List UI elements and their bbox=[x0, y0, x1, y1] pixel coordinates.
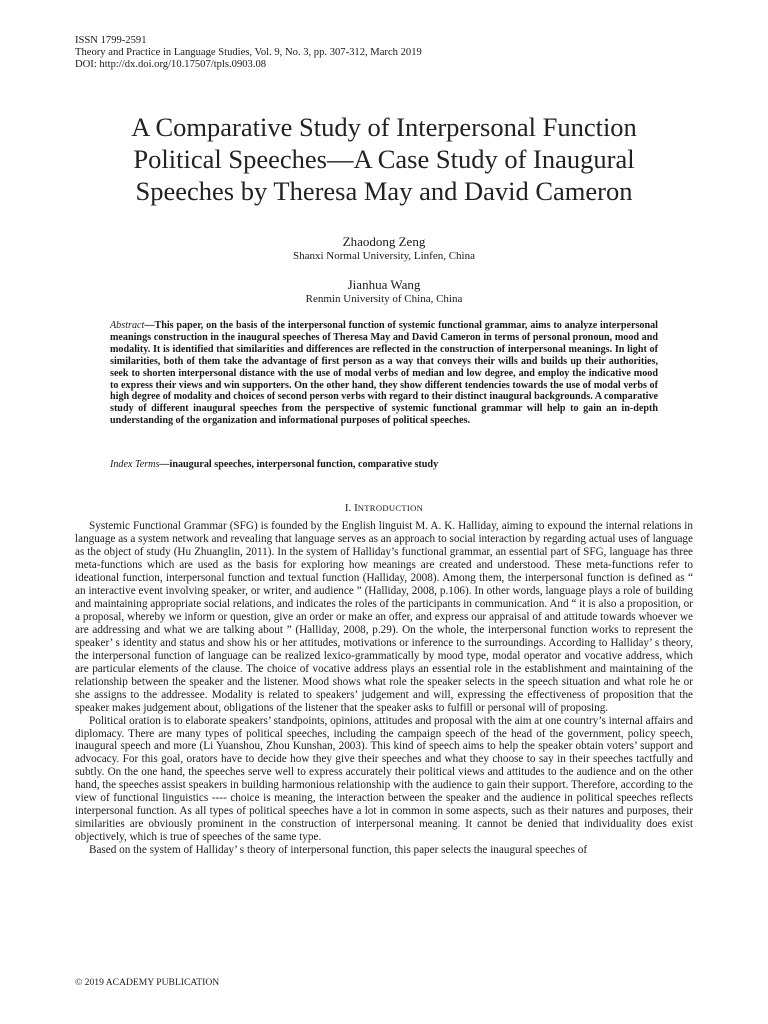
body-text bbox=[75, 520, 693, 857]
journal-citation-line: Theory and Practice in Language Studies, Vol. 9, No. 3, pp. 307-312, March 2019 bbox=[75, 47, 422, 58]
title-line: Political Speeches—A Case Study of Inaugural bbox=[133, 144, 635, 174]
section-number: I. bbox=[344, 502, 355, 514]
doi-line: DOI: http://dx.doi.org/10.17507/tpls.0903.08 bbox=[75, 59, 267, 70]
index-terms-label: Index Terms bbox=[110, 459, 160, 470]
abstract-label: Abstract bbox=[110, 320, 145, 331]
title-line: A Comparative Study of Interpersonal Function bbox=[131, 112, 637, 142]
body-paragraph: Political oration is to elaborate speakers’ standpoints, opinions, attitudes and proposal with the aim at one country’s internal affairs and diplomacy. There are many types of political speeches, including the campaign speech of the head of the government, policy speech, inaugural speech and more (Li Yuanshou, Zhou Kunshan, 2003). This kind of speech aims to help the speaker obtain voters’ support and advocacy. For this goal, orators have to decide how they give their speeches and what they choose to say in their speeches tactfully and subtly. On the one hand, the speeches serve well to express accurately their political views and attitudes to the audience and on the other hand, the speeches assist speakers in building harmonious relationship with the audience to gain their support. Therefore, according to the view of functional linguistics ---- choice is meaning, the interaction between the speaker and the audience in political speeches reflects interpersonal function. As all types of political speeches have a lot in common in some aspects, such as their natures and purposes, their similarities are obviously prominent in the construction of interpersonal meaning. It cannot be denied that individuality does exist objectively, which is true of speeches of the same type. bbox=[75, 714, 693, 844]
abstract-text: —This paper, on the basis of the interpersonal function of systemic functional grammar, aims to analyze interpersonal meanings construction in the inaugural speeches of Theresa May and David Cameron in terms of personal pronoun, mood and modality. It is identified that similarities and differences are reflected in the construction of interpersonal meanings. In light of similarities, both of them take the advantage of first person as a way that conveys their wills and builds up their authorities, seek to shorten interpersonal distance with the use of modal verbs of median and low degree, and employ the indicative mood to express their views and win supporters. On the other hand, they show different tendencies towards the use of modal verbs of high degree of modality and choices of second person verbs with regard to their distinct inaugural backgrounds. A comparative study of different inaugural speeches from the perspective of systemic functional grammar will help to gain an in-depth understanding of the organization and informational purposes of political speeches. bbox=[110, 320, 658, 427]
copyright-footer: © 2019 ACADEMY PUBLICATION bbox=[75, 977, 220, 988]
body-paragraph: Based on the system of Halliday’ s theory of interpersonal function, this paper selects the inaugural speeches of bbox=[89, 844, 588, 857]
author-name: Jianhua Wang bbox=[347, 277, 421, 292]
section-title-rest: NTRODUCTION bbox=[357, 503, 424, 513]
body-paragraph: Systemic Functional Grammar (SFG) is founded by the English linguist M. A. K. Halliday, aiming to expound the internal relations in language as a system network and revealing that language serves as an approach to social interaction by regarding actual uses of language as the object of study (Hu Zhuanglin, 2011). In the system of Halliday’s functional grammar, an essential part of SFG, language has three meta-functions which are used as the basis for exploring how meanings are created and understood. These meta-functions refer to ideational function, interpersonal function and textual function (Halliday, 2008). Among them, the interpersonal function is defined as “ an interactive event involving speaker, or writer, and audience ” (Halliday, 2008, p.106). In other words, language plays a role of building and maintaining appropriate social relations, and indicates the roles of the participants in communication. And “ it is also a proposition, or a proposal, whereby we inform or question, give an order or make an offer, and express our appraisal of and attitude towards whoever we are addressing and what we are talking about ” (Halliday, 2008, p.29). On the whole, the interpersonal function works to represent the speaker’ s identity and status and show his or her attitudes, motivations or inference to the surroundings. According to Halliday’ s theory, the interpersonal function of language can be realized lexico-grammatically by mood type, modal operator and vocative address, which are particular elements of the clause. The choice of vocative address plays an essential role in the establishment and maintaining of the relationship between the speaker and the listener. Mood shows what role the speaker selects in the speech situation and what role he or she assigns to the addressee. Modality is related to speakers’ judgement and will, expressing the effectiveness of proposition that the speaker makes judgement about, obligations of the listener that the speaker asks to fulfill or personal will of proposing. bbox=[75, 520, 693, 714]
index-terms bbox=[110, 459, 670, 471]
section-title-initial: I bbox=[354, 502, 358, 514]
index-terms-text: —inaugural speeches, interpersonal function, comparative study bbox=[159, 459, 439, 470]
paper-title bbox=[40, 111, 728, 207]
title-line: Speeches by Theresa May and David Cameron bbox=[135, 176, 633, 206]
issn-line: ISSN 1799-2591 bbox=[75, 35, 147, 46]
author-name: Zhaodong Zeng bbox=[342, 234, 426, 249]
journal-header bbox=[75, 35, 422, 71]
author-affiliation: Shanxi Normal University, Linfen, China bbox=[293, 250, 475, 262]
author-affiliation: Renmin University of China, China bbox=[305, 293, 463, 305]
section-heading bbox=[0, 502, 768, 515]
abstract bbox=[110, 320, 658, 427]
